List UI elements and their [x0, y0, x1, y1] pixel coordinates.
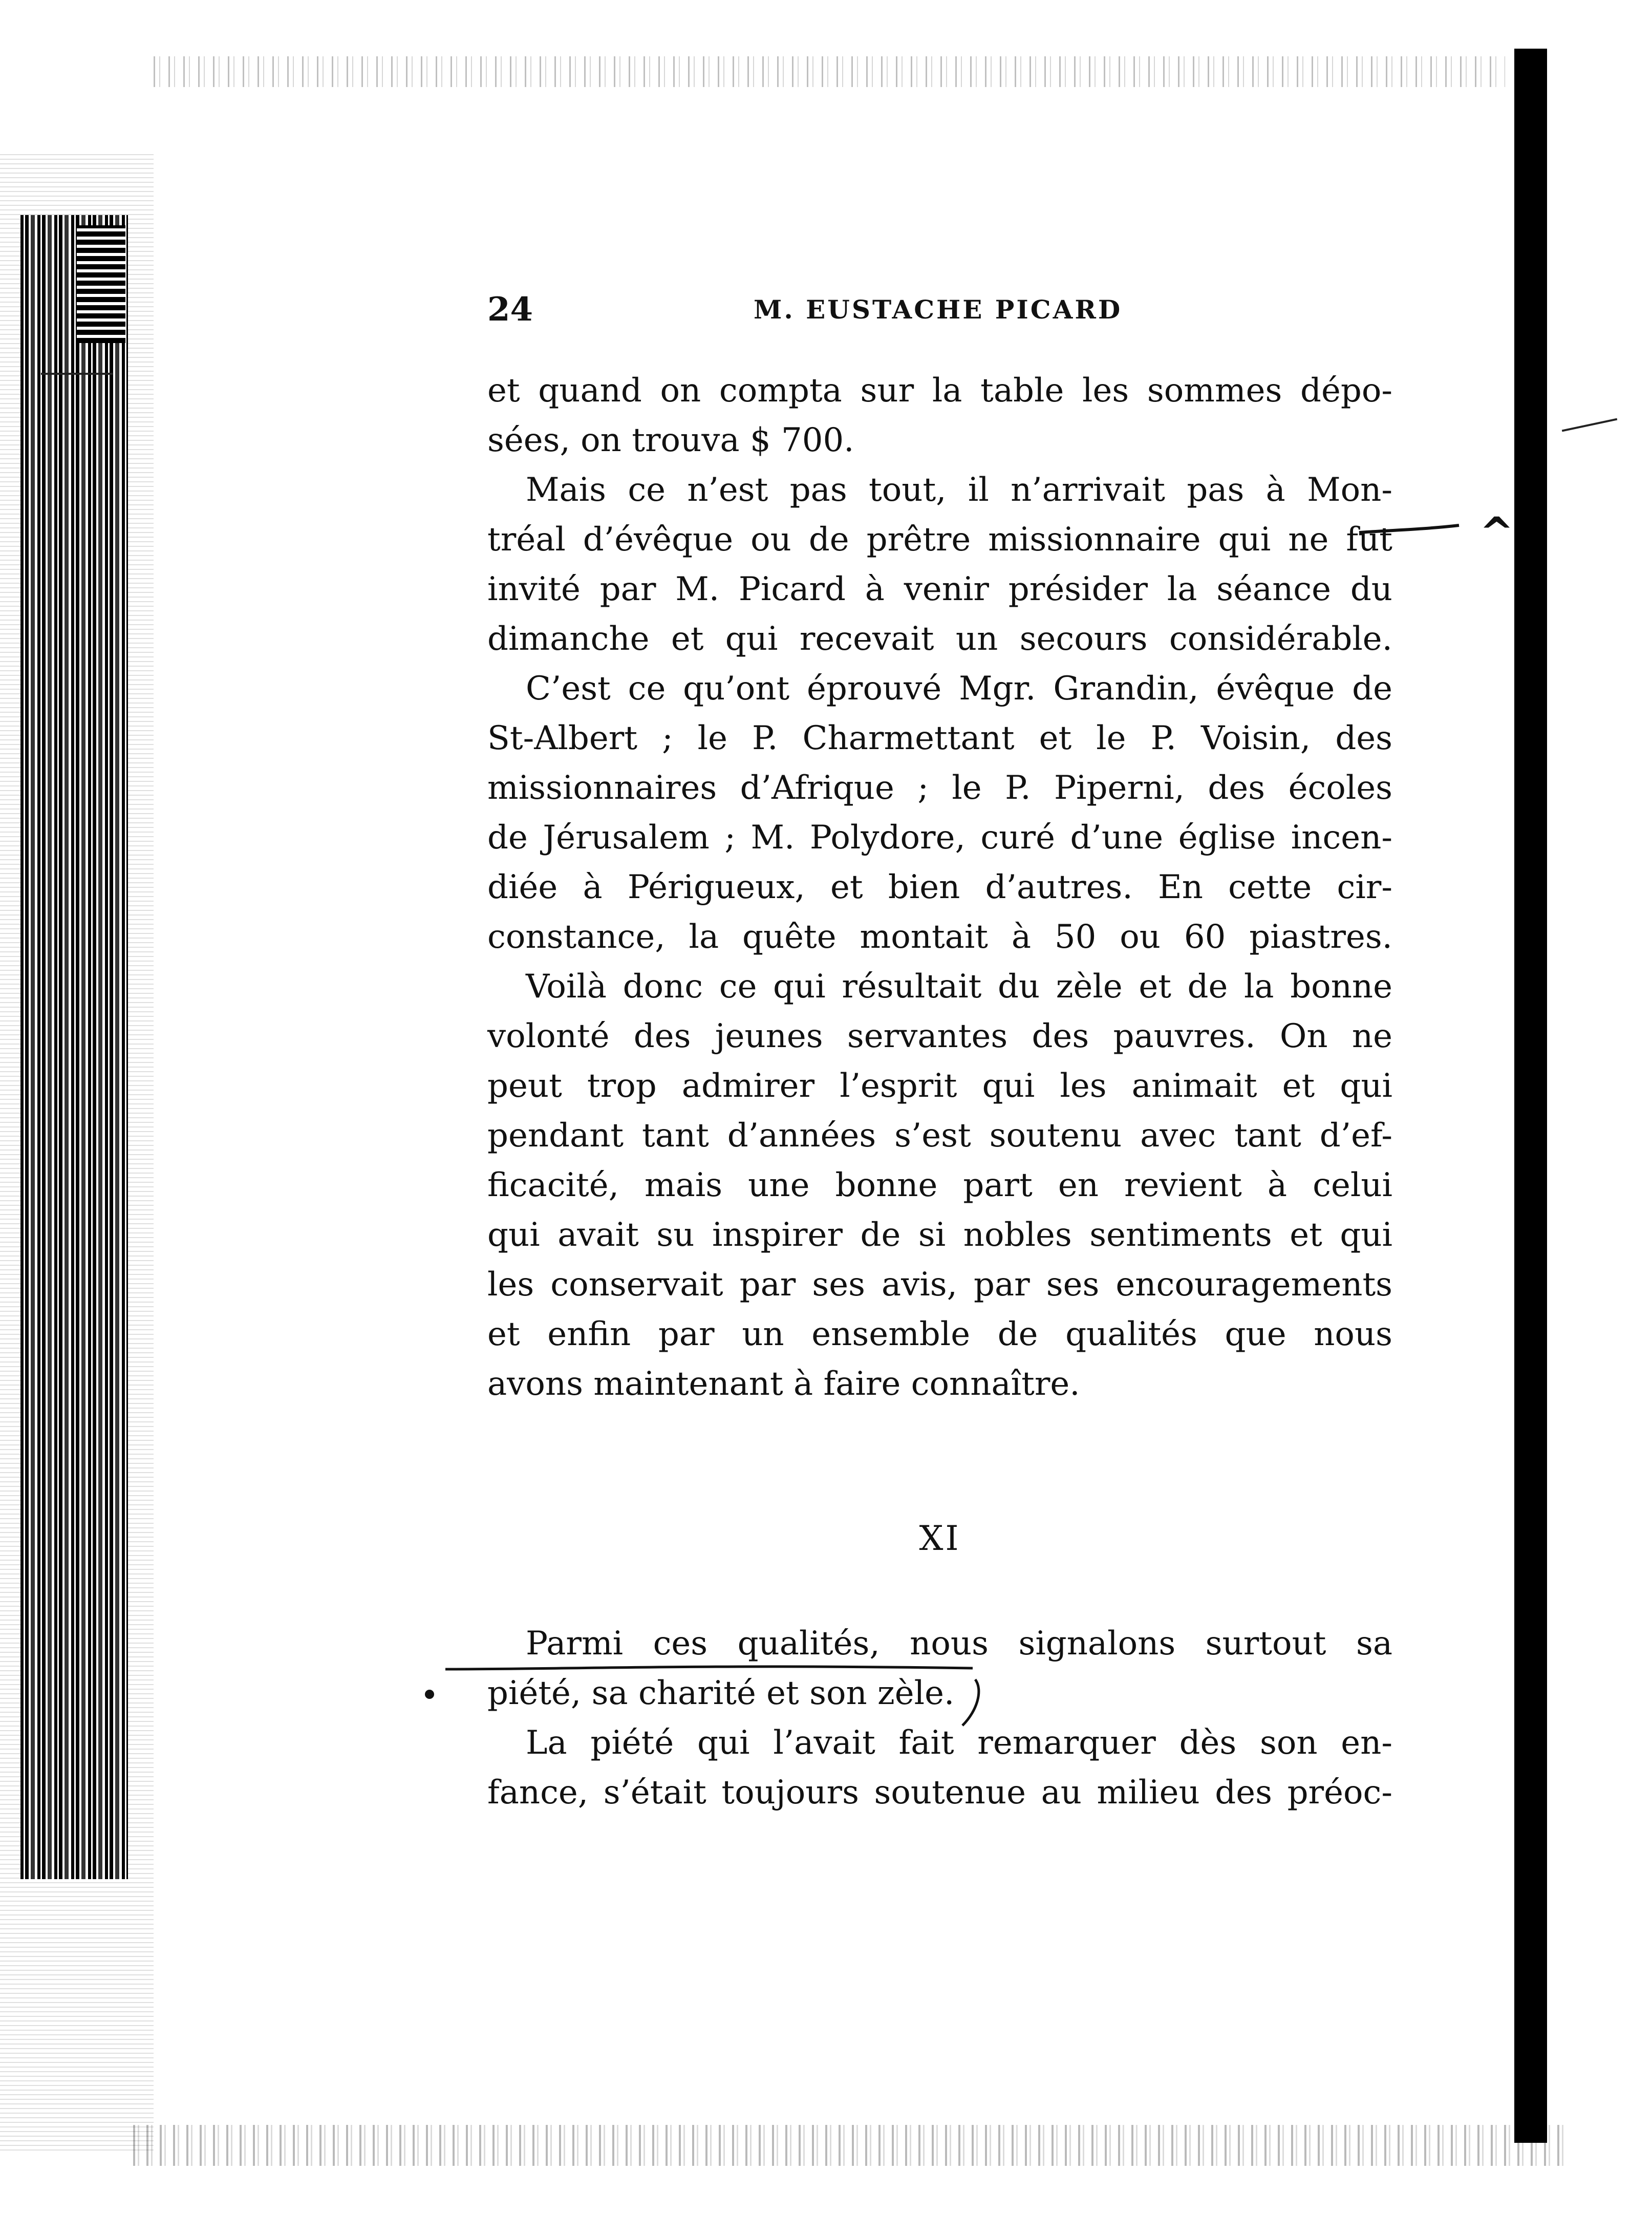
text-line: St-Albert ; le P. Charmettant et le P. Voisin, des — [487, 719, 1392, 757]
scan-bar-right — [1514, 49, 1547, 2143]
text-line: missionnaires d’Afrique ; le P. Piperni, des écoles — [487, 769, 1392, 807]
text-line: et quand on compta sur la table les sommes dépo- — [487, 372, 1392, 410]
text-line: Parmi ces qualités, nous signalons surtout sa — [526, 1625, 1392, 1663]
text-line: les conservait par ses avis, par ses encouragements — [487, 1266, 1392, 1304]
paragraph-1 — [487, 366, 1392, 465]
paragraph-3 — [487, 664, 1392, 962]
paragraph-4 — [487, 962, 1392, 1409]
running-head — [487, 289, 1392, 330]
text-line: dimanche et qui recevait un secours considérable. — [487, 620, 1392, 658]
dot-mark — [425, 1690, 434, 1699]
text-line: La piété qui l’avait fait remarquer dès son en- — [526, 1724, 1392, 1762]
chapter-paragraph-2 — [487, 1718, 1392, 1818]
text-line: pendant tant d’années s’est soutenu avec tant d’ef- — [487, 1117, 1392, 1155]
paragraph-2 — [487, 465, 1392, 664]
page-number: 24 — [487, 290, 533, 329]
text-line: Mais ce n’est pas tout, il n’arrivait pas à Mon- — [526, 471, 1392, 509]
text-line: fance, s’était toujours soutenue au milieu des préoc- — [487, 1774, 1392, 1812]
text-line: de Jérusalem ; M. Polydore, curé d’une église incen- — [487, 819, 1392, 857]
text-line: volonté des jeunes servantes des pauvres. On ne — [487, 1017, 1392, 1055]
margin-mark-left — [41, 373, 113, 375]
text-line: diée à Périgueux, et bien d’autres. En cette cir- — [487, 868, 1392, 906]
chapter-heading: XI — [919, 1519, 961, 1558]
text-line: et enfin par un ensemble de qualités que nous — [487, 1315, 1392, 1353]
text-line: ficacité, mais une bonne part en revient à celui — [487, 1166, 1392, 1204]
caret-mark: ^ — [1479, 508, 1514, 556]
text-line: avons maintenant à faire connaître. — [487, 1365, 1080, 1403]
text-line: Voilà donc ce qui résultait du zèle et de la bonne — [526, 968, 1392, 1006]
text-line: constance, la quête montait à 50 ou 60 piastres. — [487, 918, 1392, 956]
scan-bar-left — [20, 215, 128, 1879]
text-line: qui avait su inspirer de si nobles sentiments et qui — [487, 1216, 1392, 1254]
text-line: tréal d’évêque ou de prêtre missionnaire qui ne fut — [487, 521, 1392, 559]
chapter-paragraph-1 — [487, 1619, 1392, 1718]
text-line: sées, on trouva $ 700. — [487, 421, 854, 459]
text-line: piété, sa charité et son zèle. — [487, 1674, 955, 1712]
scan-edge-bottom — [133, 2125, 1567, 2166]
text-line: invité par M. Picard à venir présider la séance du — [487, 570, 1392, 608]
scan-edge-top — [154, 56, 1505, 87]
margin-mark-right — [1562, 418, 1617, 432]
running-title: M. EUSTACHE PICARD — [754, 294, 1123, 325]
text-line: peut trop admirer l’esprit qui les animait et qui — [487, 1067, 1392, 1105]
scan-block-left — [77, 225, 125, 343]
text-line: C’est ce qu’ont éprouvé Mgr. Grandin, évêque de — [526, 670, 1392, 708]
